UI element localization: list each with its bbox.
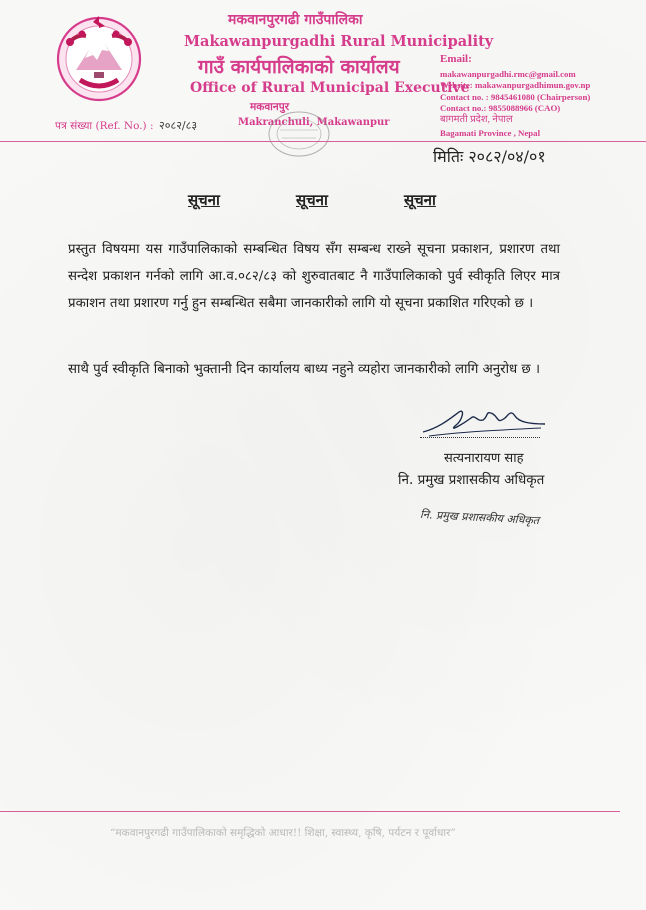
- nepal-emblem-icon: [52, 14, 146, 104]
- reference-label: पत्र संख्या (Ref. No.) :: [55, 120, 154, 132]
- date-label: मितिः: [433, 147, 464, 166]
- email-label: Email:: [440, 53, 472, 65]
- notice-heading-2: सूचना: [296, 191, 328, 209]
- office-place-english: Makranchuli, Makawanpur: [238, 117, 390, 128]
- contact-chairperson: Contact no. : 9845461080 (Chairperson): [440, 91, 591, 102]
- contact-block: [440, 54, 590, 139]
- office-place-nepali: मकवानपुर: [250, 101, 289, 113]
- letter-date: [433, 145, 546, 167]
- footer-divider: [0, 811, 620, 812]
- header-divider: [0, 141, 646, 142]
- signatory-title: नि. प्रमुख प्रशासकीय अधिकृत: [398, 472, 545, 488]
- office-name-english: Office of Rural Municipal Executive: [190, 80, 470, 96]
- reference-value: २०८२/८३: [159, 119, 198, 132]
- office-stamp-icon: [258, 108, 340, 160]
- office-name-nepali: गाउँ कार्यपालिकाको कार्यालय: [198, 56, 400, 78]
- signature-line: [420, 437, 540, 438]
- municipality-name-nepali: मकवानपुरगढी गाउँपालिका: [228, 12, 363, 28]
- contact-cao: Contact no.: 9855088966 (CAO): [440, 102, 561, 113]
- signature-icon: [419, 402, 549, 440]
- reference-number: [55, 118, 197, 133]
- body-paragraph-2: साथै पुर्व स्वीकृति बिनाको भुक्तानी दिन कार्यालय बाध्य नहुने व्यहोरा जानकारीको लागि अनुरोध छ ।: [68, 362, 541, 377]
- body-paragraph-1: प्रस्तुत विषयमा यस गाउँपालिकाको सम्बन्धित विषय सँग सम्बन्ध राख्ने सूचना प्रकाशन, प्रशारण तथा सन्देश प्रकाशन गर्नको लागि आ.व.०८२/८३ को शुरुवातबाट नै गाउँपालिकाको पुर्व स्वीकृति लिएर मात्र प्रकाशन तथा प्रशारण गर्नु हुन सम्बन्धित सबैमा जानकारीको लागि यो सूचना प्रकाशित गरिएको छ ।: [68, 242, 560, 311]
- website: Website: makawanpurgadhimun.gov.np: [440, 80, 591, 91]
- province-english: Bagamati Province , Nepal: [440, 128, 541, 139]
- province-nepali: बागमती प्रदेश, नेपाल: [440, 114, 513, 126]
- footer-slogan: “मकवानपुरगढी गाउँपालिकाको समृद्धिको आधार!! शिक्षा, स्वास्थ्य, कृषि, पर्यटन र पूर्वाधार”: [110, 827, 456, 839]
- date-value: २०८२/०४/०१: [468, 147, 546, 166]
- municipality-name-english: Makawanpurgadhi Rural Municipality: [184, 33, 494, 50]
- handwritten-designation: नि. प्रमुख प्रशासकीय अधिकृत: [419, 507, 540, 528]
- email-address: makawanpurgadhi.rmc@gmail.com: [440, 69, 576, 80]
- notice-heading-3: सूचना: [404, 191, 436, 209]
- signatory-name: सत्यनारायण साह: [444, 451, 524, 466]
- notice-heading-1: सूचना: [188, 191, 220, 209]
